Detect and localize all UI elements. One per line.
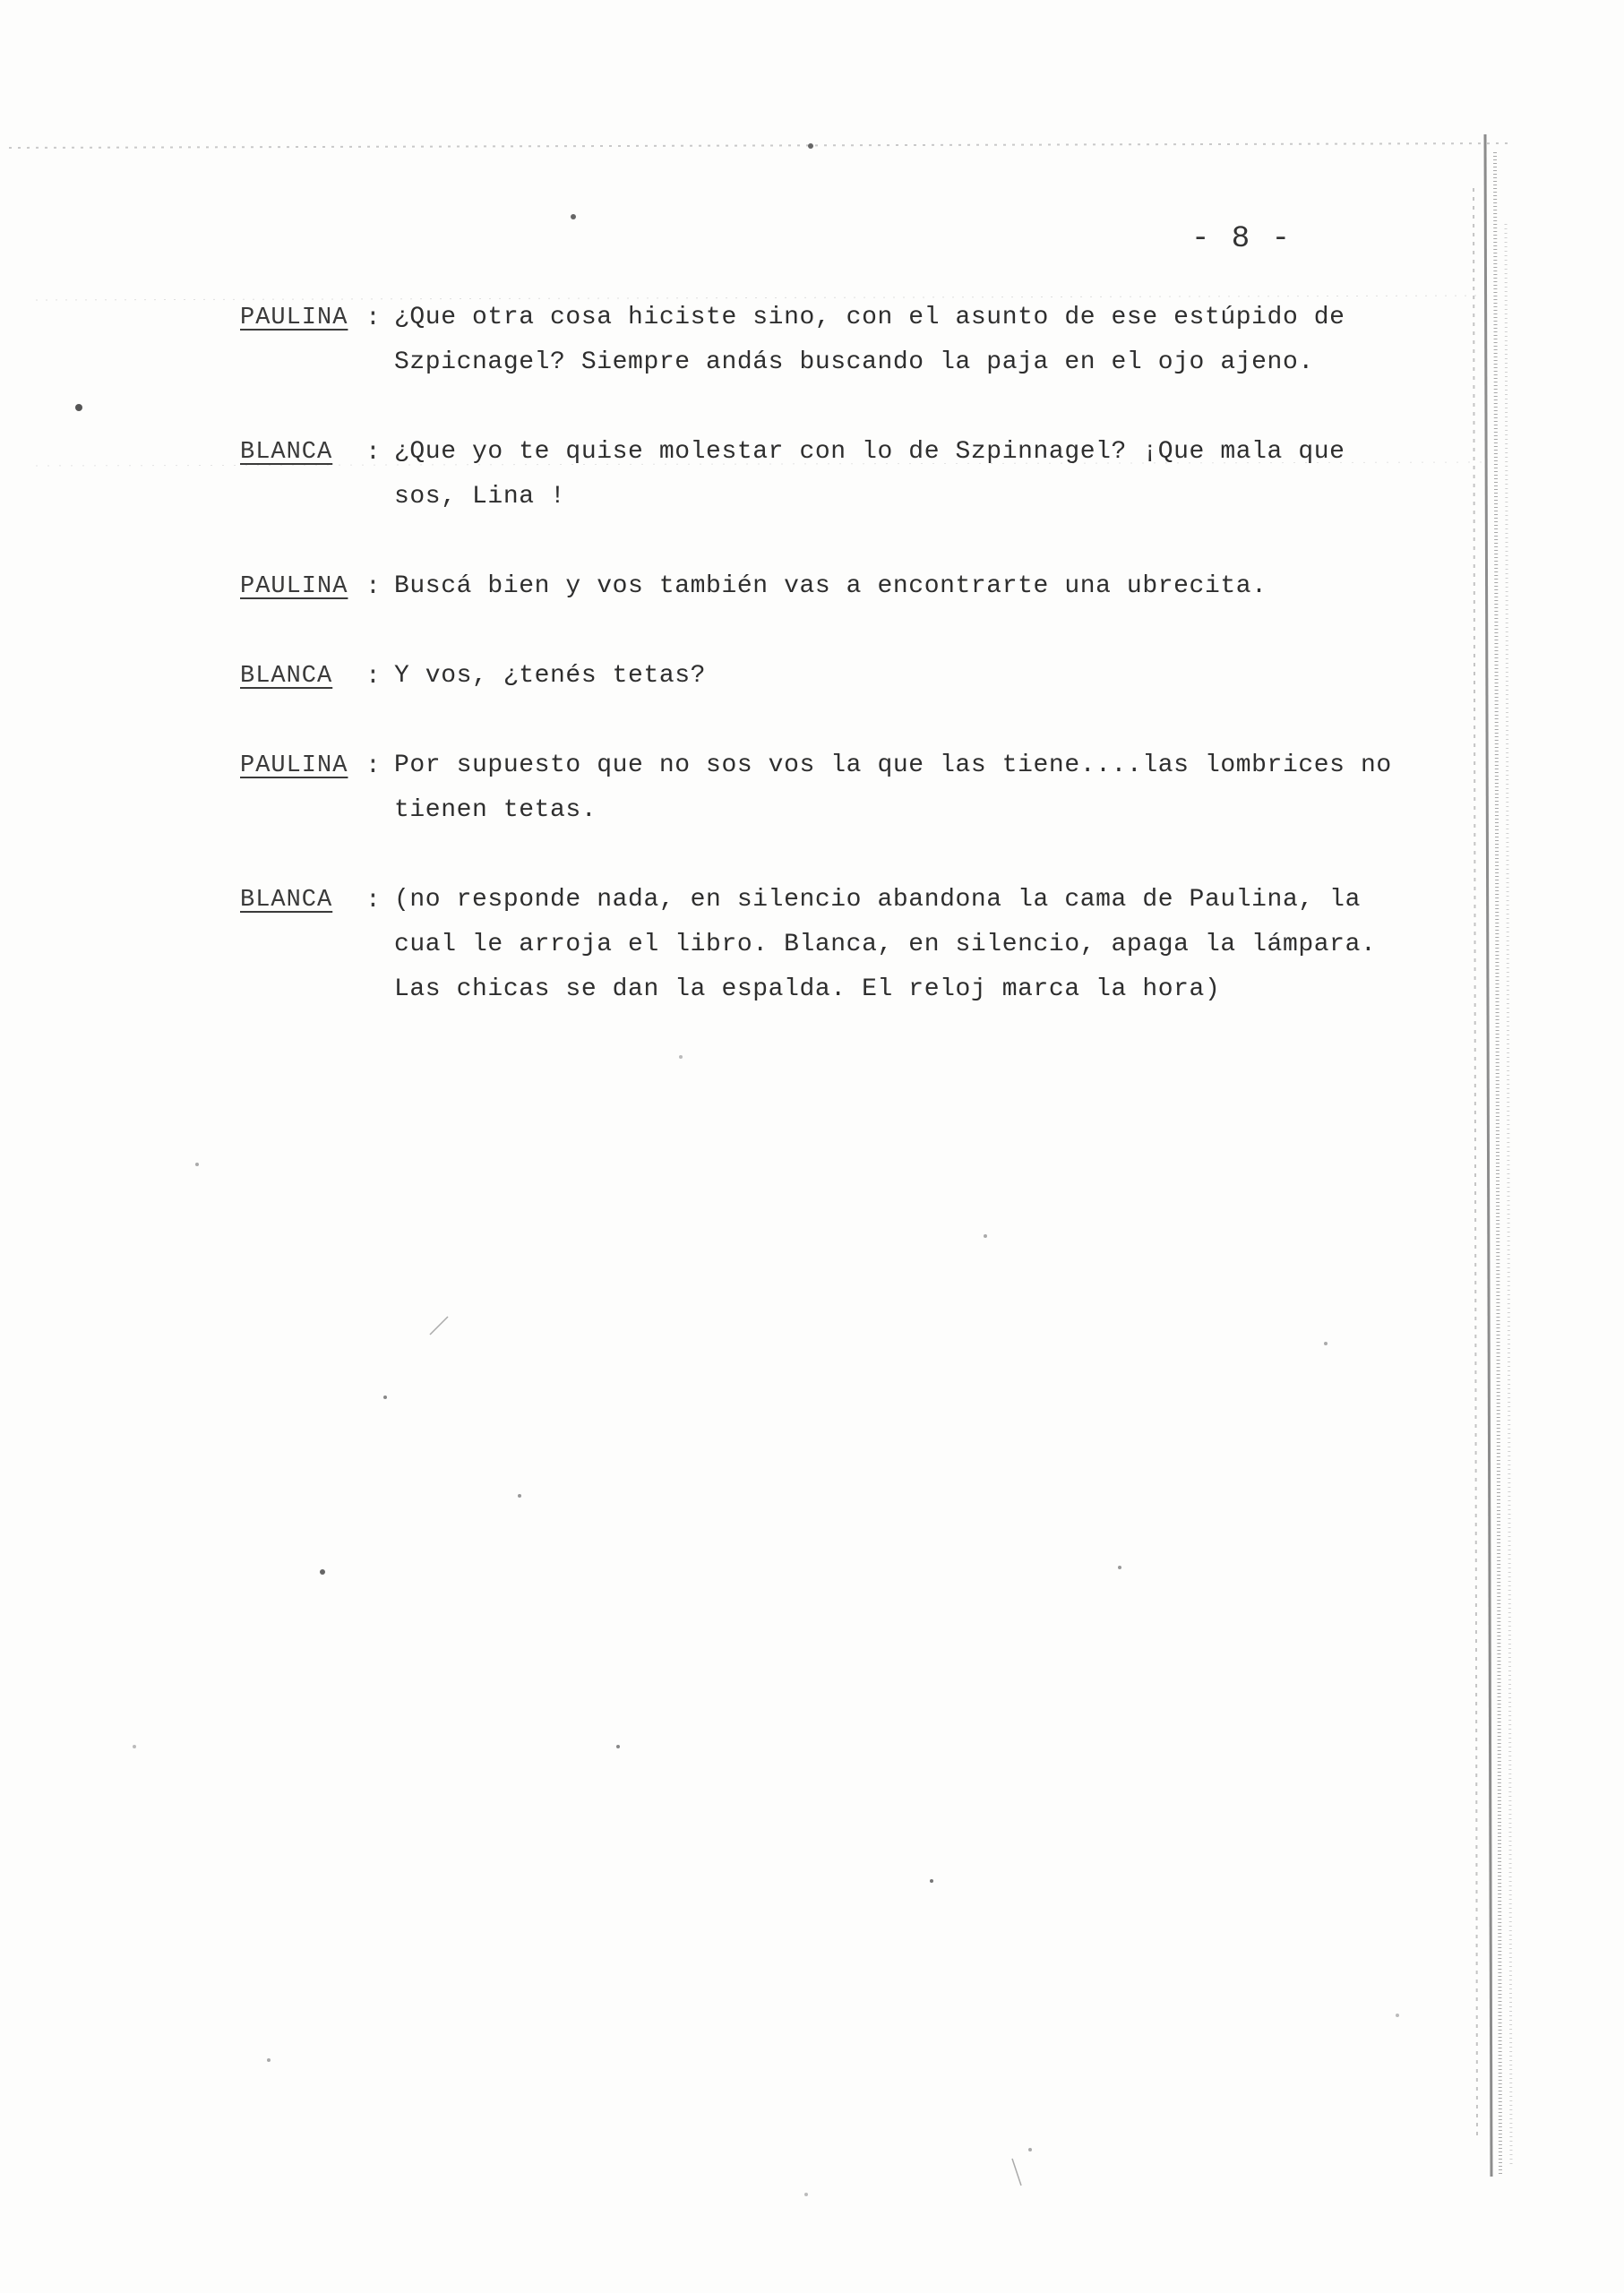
dialogue-line [240,439,1396,573]
speaker-name: BLANCA [240,663,333,690]
speaker-colon: : [365,663,381,691]
speaker-name: PAULINA [240,305,348,331]
dialogue-line [240,751,1408,887]
speaker-colon: : [365,573,381,601]
speaker-colon: : [365,752,381,780]
speaker-name: BLANCA [240,439,333,466]
dialogue-line [240,573,1396,663]
dialogue-text: Buscá bien y vos también vas a encontrarte una ubrecita. [394,572,1267,600]
speaker-colon: : [365,305,381,332]
speaker-colon: : [365,887,381,915]
dialogue-text: ¿Que yo te quise molestar con lo de Szpinnagel? ¡Que mala que sos, Lina ! [394,438,1361,511]
speaker-name: PAULINA [240,752,348,779]
scanner-edge-shadow [1436,134,1517,2177]
dialogue-text: Por supuesto que no sos vos la que las tiene....las lombrices no tienen tetas. [394,751,1408,824]
dialogue-text: Y vos, ¿tenés tetas? [394,662,707,690]
dialogue-script [240,304,1408,1066]
speaker-name: BLANCA [240,887,333,914]
dialogue-text: ¿Que otra cosa hiciste sino, con el asunto de ese estúpido de Szpicnagel? Siempre andás buscando la paja en el ojo ajeno. [394,304,1361,376]
dialogue-line [240,887,1396,1066]
dialogue-line [240,663,1396,752]
dialogue-text: (no responde nada, en silencio abandona la cama de Paulina, la cual le arroja el libro. Blanca, en silencio, apaga la lámpara. Las chicas se dan la espalda. El reloj marca la hora) [394,886,1392,1003]
page-number: - 8 - [1191,222,1293,256]
dialogue-line [240,305,1396,439]
speaker-name: PAULINA [240,573,348,600]
speaker-colon: : [365,439,381,467]
